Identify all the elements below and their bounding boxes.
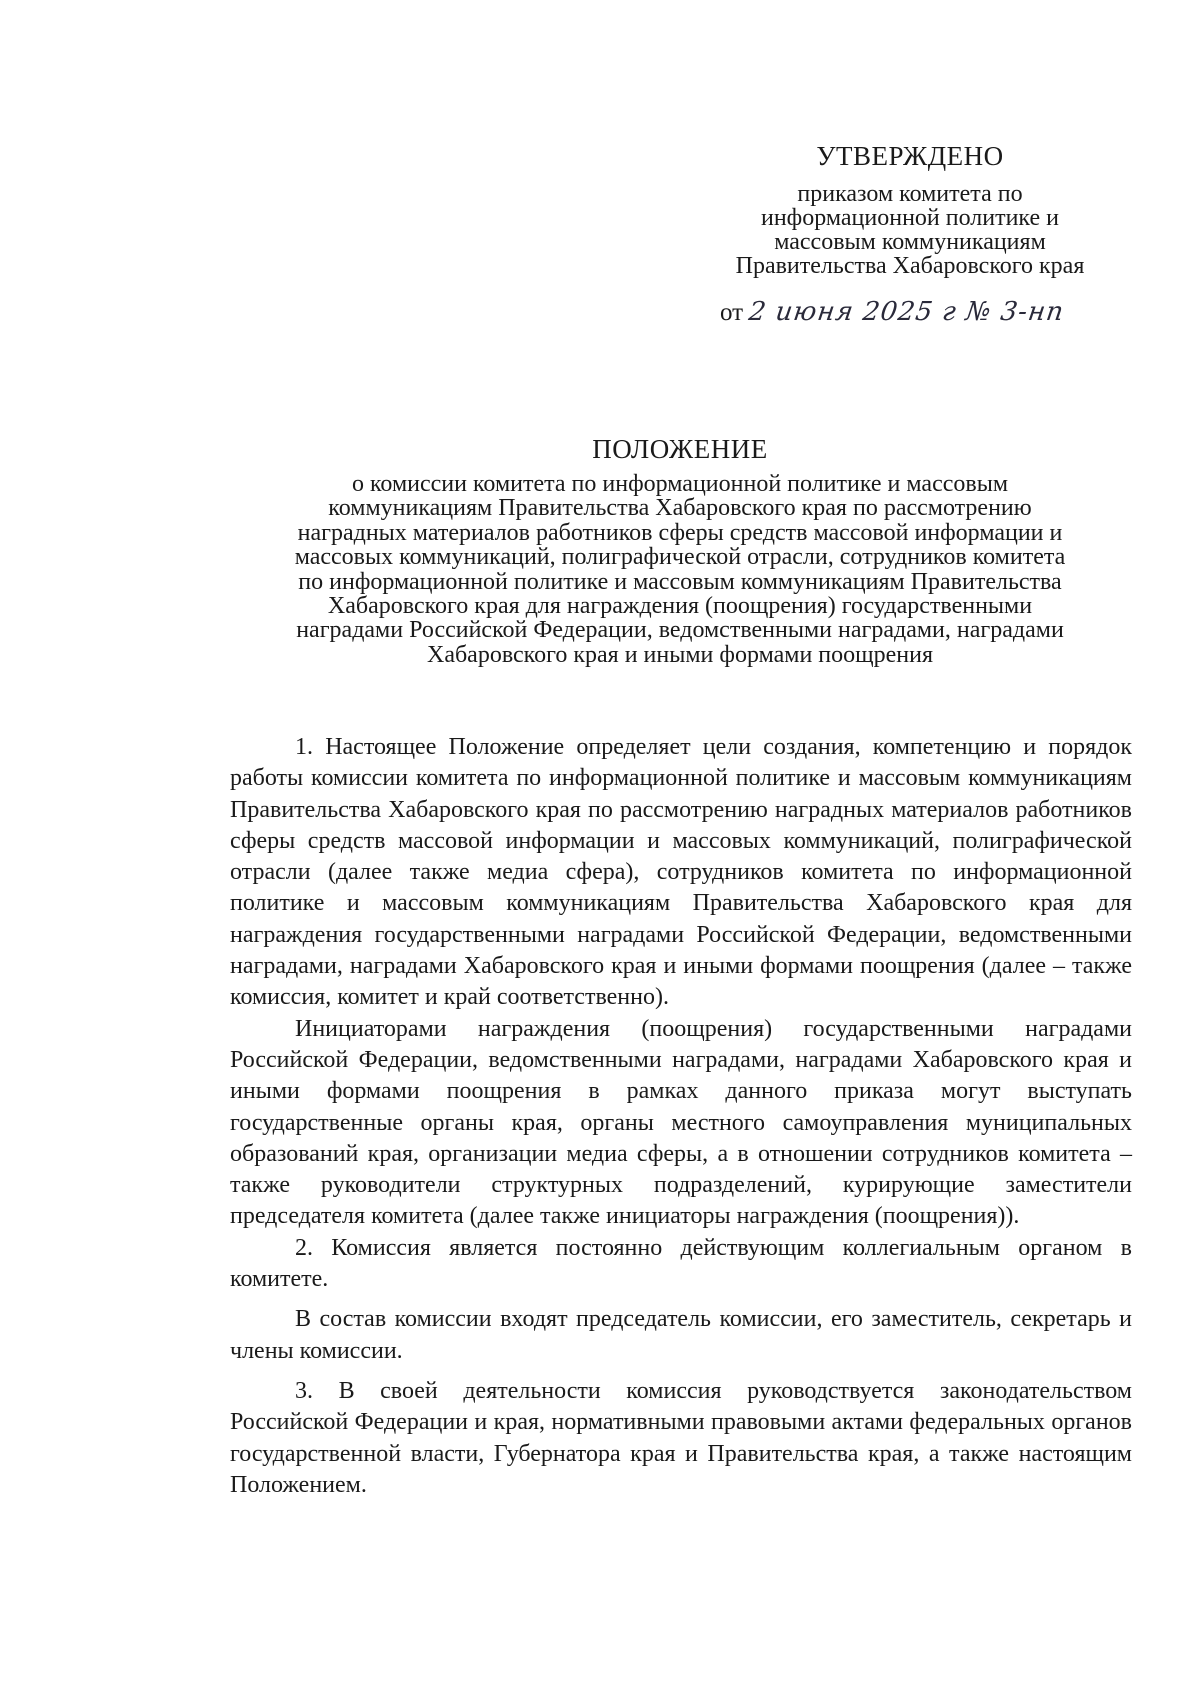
approval-line: Правительства Хабаровского края xyxy=(735,253,1085,279)
approval-block xyxy=(700,140,1120,278)
title-line: коммуникациям Правительства Хабаровского края по рассмотрению xyxy=(328,495,1032,522)
document-body xyxy=(230,732,1132,1501)
title-line: массовых коммуникаций, полиграфической отрасли, сотрудников комитета xyxy=(294,544,1066,571)
approval-line: информационной политике и xyxy=(760,205,1059,231)
title-line: о комиссии комитета по информационной политике и массовым xyxy=(351,471,1009,497)
paragraph-2: 2. Комиссия является постоянно действующим коллегиальным органом в комитете. xyxy=(230,1234,1132,1293)
approval-heading: УТВЕРЖДЕНО xyxy=(816,141,1004,171)
date-prefix: от xyxy=(720,299,744,326)
paragraph-1: 1. Настоящее Положение определяет цели создания, компетенцию и порядок работы комиссии комитета по информационной политике и массовым коммуникациям Правительства Хабаровского края по рассмотрению наградных материалов работников сферы средств массовой информации и массовых коммуникаций, полиграфической отрасли (далее также медиа сфера), сотрудников комитета по информационной политике и массовым коммуникациям Правительства Хабаровского края для награждения государственными наградами Российской Федерации, ведомственными наградами, наградами Хабаровского края и иными формами поощрения (далее – также комиссия, комитет и край соответственно). xyxy=(230,734,1132,1011)
approval-line: массовым коммуникациям xyxy=(774,229,1046,255)
document-title xyxy=(230,432,1130,667)
approval-line: приказом комитета по xyxy=(797,181,1023,207)
approval-date xyxy=(720,296,1140,329)
title-line: наградных материалов работников сферы средств массовой информации и xyxy=(297,519,1063,546)
title-line: Хабаровского края и иными формами поощрения xyxy=(426,641,933,668)
paragraph-initiators: Инициаторами награждения (поощрения) государственными наградами Российской Федерации, ведомственными наградами, наградами Хабаровского края и иными формами поощрения в рамках данного приказа могут выступать государственные органы края, органы местного самоуправления муниципальных образований края, организации медиа сферы, а в отношении сотрудников комитета – также руководители структурных подразделений, курирующие заместители председателя комитета (далее также инициаторы награждения (поощрения)). xyxy=(230,1015,1132,1230)
title-line: Хабаровского края для награждения (поощрения) государственными xyxy=(327,593,1033,620)
title-line: по информационной политике и массовым коммуникациям Правительства xyxy=(298,568,1062,595)
paragraph-composition: В состав комиссии входят председатель комиссии, его заместитель, секретарь и члены комиссии. xyxy=(230,1306,1132,1364)
title-line: наградами Российской Федерации, ведомственными наградами, наградами xyxy=(296,617,1064,644)
title-heading: ПОЛОЖЕНИЕ xyxy=(592,434,768,464)
paragraph-3: 3. В своей деятельности комиссия руководствуется законодательством Российской Федерации и края, нормативными правовыми актами федеральных органов государственной власти, Губернатора края и Правительства края, а также настоящим Положением. xyxy=(230,1377,1132,1498)
handwritten-date: 2 июня 2025 г № 3-нп xyxy=(747,297,1067,327)
